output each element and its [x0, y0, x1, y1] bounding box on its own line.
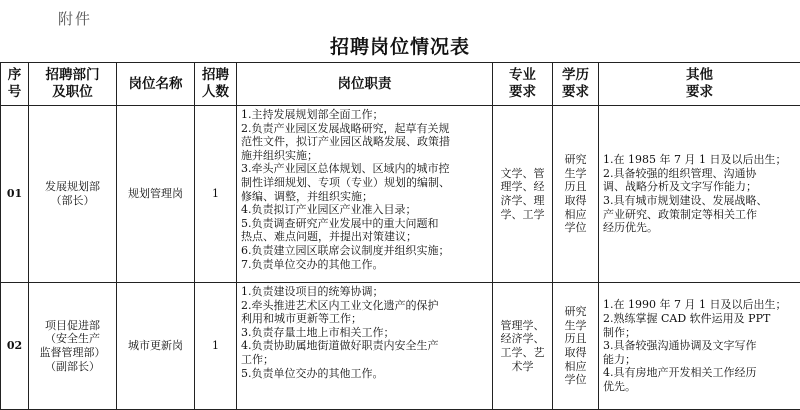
- header-text: 学历 要求: [562, 67, 589, 100]
- cell-line: 1.主持发展规划部全面工作；: [241, 108, 488, 122]
- cell-line: 经历优先。: [603, 221, 796, 235]
- cell-line: 施并组织实施；: [241, 149, 488, 163]
- header-education: [553, 63, 599, 106]
- cell-line: 文学、管: [496, 167, 549, 181]
- cell-line: 1.负责建设项目的统筹协调；: [241, 285, 488, 299]
- cell-line: 学位: [557, 221, 594, 235]
- cell-line: 取得: [557, 346, 594, 360]
- cell-line: 经济学、: [496, 332, 549, 346]
- header-text: 招聘 人数: [202, 67, 229, 100]
- cell-line: 学、工学: [496, 208, 549, 222]
- cell-line: 研究: [557, 153, 594, 167]
- count-cell: 1: [195, 283, 237, 410]
- header-text: 其他 要求: [686, 67, 713, 100]
- major-cell: [493, 283, 553, 410]
- dept-cell: [29, 283, 117, 410]
- position-cell: 城市更新岗: [117, 283, 195, 410]
- cell-line: 历且: [557, 332, 594, 346]
- dept-cell: [29, 106, 117, 283]
- cell-line: 相应: [557, 208, 594, 222]
- header-duties: 岗位职责: [237, 63, 493, 106]
- education-cell: [553, 106, 599, 283]
- header-major: [493, 63, 553, 106]
- duties-cell: [237, 283, 493, 410]
- other-cell: [599, 283, 800, 410]
- header-seq: [1, 63, 29, 106]
- header-count: [195, 63, 237, 106]
- header-text: 序 号: [8, 67, 22, 100]
- cell-line: 利用和城市更新等工作；: [241, 312, 488, 326]
- cell-line: 制性详细规划、专项（专业）规划的编制、: [241, 176, 488, 190]
- cell-line: 4.负责协助属地街道做好职责内安全生产: [241, 339, 488, 353]
- header-dept: [29, 63, 117, 106]
- cell-line: 1.在 1990 年 7 月 1 日及以后出生；: [603, 298, 796, 312]
- cell-line: 生学: [557, 319, 594, 333]
- cell-line: 取得: [557, 194, 594, 208]
- position-cell: 规划管理岗: [117, 106, 195, 283]
- cell-line: 制作；: [603, 326, 796, 340]
- cell-line: 4.负责拟订产业园区产业准入目录；: [241, 203, 488, 217]
- cell-line: 历且: [557, 180, 594, 194]
- table-header-row: [1, 63, 800, 106]
- cell-line: 术学: [496, 360, 549, 374]
- cell-line: 3.负责存量土地上市相关工作；: [241, 326, 488, 340]
- cell-line: 2.负责产业园区发展战略研究，起草有关规: [241, 122, 488, 136]
- header-text: 专业 要求: [509, 67, 536, 100]
- cell-line: 发展规划部: [29, 180, 116, 194]
- cell-line: 4.具有房地产开发相关工作经历: [603, 366, 796, 380]
- table-row: [1, 283, 800, 410]
- cell-line: 热点、难点问题，并提出对策建议；: [241, 230, 488, 244]
- seq-cell: 02: [1, 283, 29, 410]
- attachment-label: 附件: [58, 8, 92, 29]
- cell-line: （部长）: [29, 194, 116, 208]
- cell-line: 5.负责调查研究产业发展中的重大问题和: [241, 217, 488, 231]
- cell-line: 3.具有城市规划建设、发展战略、: [603, 194, 796, 208]
- seq-cell: 01: [1, 106, 29, 283]
- cell-line: 学位: [557, 373, 594, 387]
- cell-line: 优先。: [603, 380, 796, 394]
- cell-line: 7.负责单位交办的其他工作。: [241, 258, 488, 272]
- cell-line: 2.具备较强的组织管理、沟通协: [603, 167, 796, 181]
- cell-line: 5.负责单位交办的其他工作。: [241, 367, 488, 381]
- cell-line: 范性文件，拟订产业园区战略发展、政策措: [241, 135, 488, 149]
- cell-line: 修编、调整，并组织实施；: [241, 190, 488, 204]
- cell-line: （副部长）: [29, 360, 116, 374]
- duties-cell: [237, 106, 493, 283]
- cell-line: 生学: [557, 167, 594, 181]
- education-cell: [553, 283, 599, 410]
- cell-line: （安全生产: [29, 332, 116, 346]
- table-row: [1, 106, 800, 283]
- cell-line: 调、战略分析及文字写作能力；: [603, 180, 796, 194]
- cell-line: 管理学、: [496, 319, 549, 333]
- cell-line: 6.负责建立园区联席会议制度并组织实施；: [241, 244, 488, 258]
- cell-line: 3.牵头产业园区总体规划、区域内的城市控: [241, 162, 488, 176]
- cell-line: 1.在 1985 年 7 月 1 日及以后出生；: [603, 153, 796, 167]
- cell-line: 监督管理部）: [29, 346, 116, 360]
- major-cell: [493, 106, 553, 283]
- cell-line: 研究: [557, 305, 594, 319]
- header-text: 招聘部门 及职位: [46, 67, 100, 100]
- cell-line: 能力；: [603, 353, 796, 367]
- cell-line: 产业研究、政策制定等相关工作: [603, 208, 796, 222]
- cell-line: 工学、艺: [496, 346, 549, 360]
- cell-line: 2.牵头推进艺术区内工业文化遗产的保护: [241, 299, 488, 313]
- cell-line: 相应: [557, 360, 594, 374]
- page-title: 招聘岗位情况表: [0, 32, 800, 59]
- cell-line: 2.熟练掌握 CAD 软件运用及 PPT: [603, 312, 796, 326]
- header-other: [599, 63, 800, 106]
- cell-line: 理学、经: [496, 180, 549, 194]
- header-position: 岗位名称: [117, 63, 195, 106]
- other-cell: [599, 106, 800, 283]
- cell-line: 工作；: [241, 353, 488, 367]
- cell-line: 3.具备较强沟通协调及文字写作: [603, 339, 796, 353]
- job-table: [0, 62, 800, 410]
- cell-line: 济学、理: [496, 194, 549, 208]
- cell-line: 项目促进部: [29, 319, 116, 333]
- count-cell: 1: [195, 106, 237, 283]
